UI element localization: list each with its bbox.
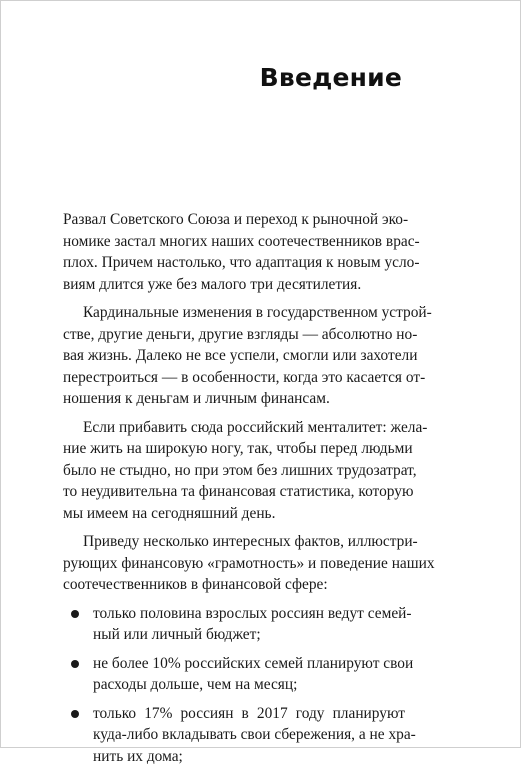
paragraph-line: соотечественников в финансовой сфере: bbox=[63, 576, 328, 593]
paragraph-line: Приведу несколько интересных фактов, иллюстри- bbox=[83, 533, 418, 550]
list-item bbox=[63, 603, 412, 646]
list-item-line: только половина взрослых россиян ведут семей- bbox=[93, 604, 412, 622]
list-item-line: куда-либо вкладывать свои сбережения, а не хра- bbox=[93, 726, 416, 743]
body-text bbox=[63, 209, 435, 774]
paragraph-line: номике застал многих наших соотечественников врас- bbox=[63, 232, 420, 250]
list-item-line: только 17% россиян в 2017 году планируют bbox=[93, 704, 405, 722]
list-item-line: расходы дольше, чем на месяц; bbox=[93, 676, 298, 693]
list-item-line: не более 10% российских семей планируют свои bbox=[93, 654, 414, 672]
list-item-line: нить их дома; bbox=[93, 747, 183, 765]
list-item bbox=[63, 703, 416, 768]
bullet-dot-icon bbox=[71, 610, 79, 618]
paragraph-line: то неудивительна та финансовая статистика, которую bbox=[63, 483, 414, 500]
paragraph-line: ние жить на широкую ногу, так, чтобы перед людьми bbox=[63, 440, 413, 457]
page-title: Введение bbox=[259, 63, 402, 92]
paragraph-1 bbox=[63, 209, 420, 295]
bullet-dot-icon bbox=[71, 710, 79, 718]
paragraph-line: ношения к деньгам и личным финансам. bbox=[63, 390, 330, 407]
paragraph-line: вая жизнь. Далеко не все успели, смогли или захотели bbox=[63, 347, 418, 364]
paragraph-4 bbox=[63, 531, 435, 596]
paragraph-line: мы имеем на сегодняшний день. bbox=[63, 504, 276, 522]
list-item-line: ный или личный бюджет; bbox=[93, 626, 261, 643]
paragraph-line: виям длится уже без малого три десятилетия. bbox=[63, 275, 362, 293]
paragraph-line: рующих финансовую «грамотность» и поведение наших bbox=[63, 554, 435, 572]
paragraph-line: Кардинальные изменения в государственном устрой- bbox=[83, 304, 432, 321]
paragraph-line: было не стыдно, но при этом без лишних трудозатрат, bbox=[63, 461, 417, 479]
paragraph-line: Развал Советского Союза и переход к рыночной эко- bbox=[63, 211, 409, 228]
paragraph-2 bbox=[63, 302, 432, 410]
paragraph-line: перестроиться — в особенности, когда это касается от- bbox=[63, 368, 426, 386]
list-item bbox=[63, 653, 414, 696]
paragraph-line: стве, другие деньги, другие взгляды — абсолютно но- bbox=[63, 325, 418, 343]
facts-list bbox=[63, 603, 416, 768]
paragraph-line: Если прибавить сюда российский менталитет: жела- bbox=[83, 418, 428, 436]
bullet-dot-icon bbox=[71, 660, 79, 668]
paragraph-line: плох. Причем настолько, что адаптация к новым усло- bbox=[63, 254, 420, 271]
paragraph-3 bbox=[63, 417, 428, 525]
